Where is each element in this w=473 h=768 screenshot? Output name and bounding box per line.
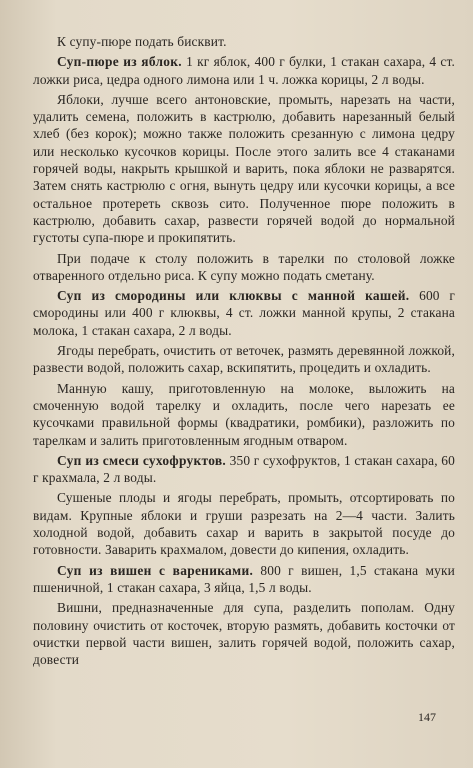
paragraph-text: К супу-пюре подать бисквит. (57, 34, 227, 49)
recipe-title-dried-fruit-soup: Суп из смеси сухофруктов. (57, 452, 227, 468)
recipe-currant-soup-method-1 (33, 342, 455, 377)
paragraph-text: При подаче к столу положить в тарелки по столовой ложке отваренного отдельно риса. К супу можно подать сметану. (33, 250, 455, 283)
ingredients-text: 600 г смородины или 400 г клюквы, 4 ст. ложки манной крупы, 2 стакана молока, 1 стакан сахара, 2 л воды. (33, 288, 455, 338)
page-number: 147 (418, 710, 436, 724)
recipe-dried-fruit-soup-method (33, 489, 455, 558)
recipe-title-cherry-soup: Суп из вишен с варениками. (57, 562, 254, 578)
recipe-currant-soup-method-2 (33, 380, 455, 449)
paragraph-text: Вишни, предназначенные для супа, разделить пополам. Одну половину очистить от косточек, вторую размять, добавить косточки от очистки первой части вишен, залить горячей водой, положить сахар, довести (33, 600, 455, 668)
recipe-apple-soup-method (33, 91, 455, 247)
recipe-dried-fruit-soup-ingredients (33, 452, 455, 487)
recipe-cherry-soup-method (33, 599, 455, 668)
ingredients-text: 1 кг яблок, 400 г булки, 1 стакан сахара, 4 ст. ложки риса, цедра одного лимона или 1 ч. ложка корицы, 2 л воды. (33, 54, 455, 87)
ingredients-text: 800 г вишен, 1,5 стакана муки пшеничной, 1 стакан сахара, 3 яйца, 1,5 л воды. (33, 562, 455, 595)
paragraph-text: Ягоды перебрать, очистить от веточек, размять деревянной ложкой, развести водой, положить сахар, вскипятить, процедить и охладить. (33, 343, 455, 376)
recipe-text (33, 33, 455, 668)
recipe-apple-soup-serving (33, 250, 455, 285)
paragraph-text: Манную кашу, приготовленную на молоке, выложить на смоченную водой тарелку и охладить, после чего нарезать ее кусочками правильной формы (квадратики, ромбики), разложить по тарелкам и залить приготовленным ягодным отваром. (33, 380, 455, 448)
paragraph-intro (33, 33, 455, 50)
paragraph-text: Сушеные плоды и ягоды перебрать, промыть, отсортировать по видам. Крупные яблоки и груши разрезать на 2—4 части. Залить холодной водой, добавить сахар и варить в закрытой посуде до готовности. Заварить крахмалом, довести до кипения, охладить. (33, 490, 455, 558)
recipe-title-apple-soup: Суп-пюре из яблок. (57, 54, 182, 70)
recipe-currant-soup-ingredients (33, 287, 455, 339)
recipe-title-currant-soup: Суп из смородины или клюквы с манной кашей. (57, 288, 410, 304)
paragraph-text: Яблоки, лучше всего антоновские, промыть, нарезать на части, удалить семена, положить в кастрюлю, добавить нарезанный белый хлеб (без корок); можно также положить срезанную с лимона цедру или несколько кусочков корицы. После этого залить все 4 стаканами горячей воды, накрыть крышкой и варить, пока яблоки не разварятся. Затем снять кастрюлю с огня, вынуть цедру или кусочки корицы, а все остальное протереть сквозь сито. Полученное пюре положить в кастрюлю, добавить сахар, развести горячей водой до нормальной густоты супа-пюре и прокипятить. (33, 91, 455, 246)
recipe-cherry-soup-ingredients (33, 562, 455, 597)
ingredients-text: 350 г сухофруктов, 1 стакан сахара, 60 г крахмала, 2 л воды. (33, 452, 455, 486)
recipe-apple-soup-ingredients (33, 53, 455, 88)
